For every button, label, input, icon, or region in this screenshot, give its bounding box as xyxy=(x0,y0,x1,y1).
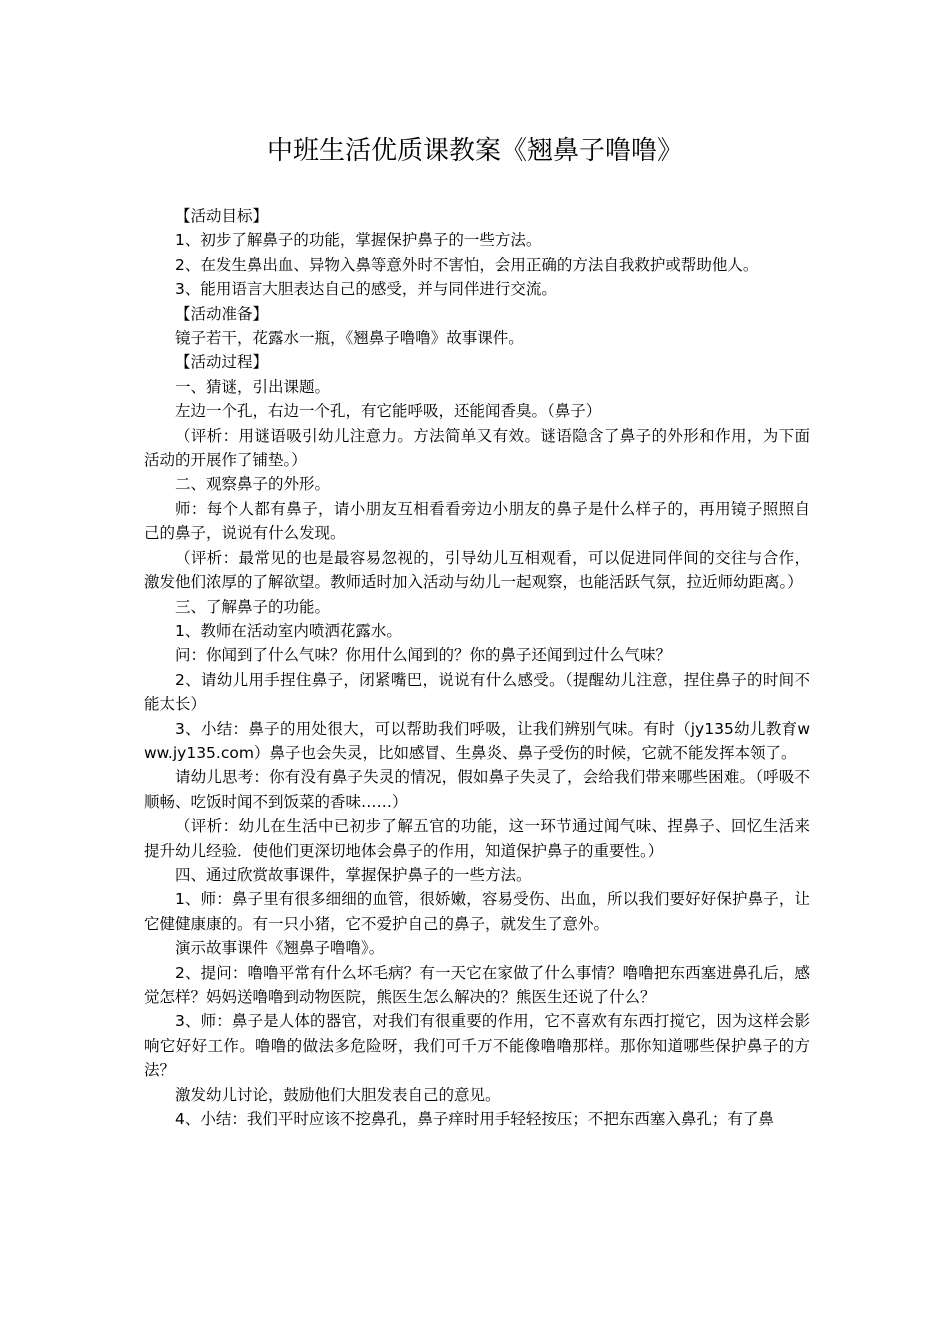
paragraph: 四、通过欣赏故事课件，掌握保护鼻子的一些方法。 xyxy=(175,865,532,884)
paragraph: 3、师：鼻子是人体的器官，对我们有很重要的作用，它不喜欢有东西打搅它，因为这样会影响它好好工作。噜噜的做法多危险呀，我们可千万不能像噜噜那样。那你知道哪些保护鼻子的方法？ xyxy=(144,1012,810,1080)
paragraph: 2、提问：噜噜平常有什么坏毛病？有一天它在家做了什么事情？噜噜把东西塞进鼻孔后，感觉怎样？妈妈送噜噜到动物医院，熊医生怎么解决的？熊医生还说了什么？ xyxy=(144,963,810,1006)
paragraph: 3、小结：鼻子的用处很大，可以帮助我们呼吸，让我们辨别气味。有时（jy135幼儿教育www.jy135.com）鼻子也会失灵，比如感冒、生鼻炎、鼻子受伤的时候，它就不能发挥本领了。 xyxy=(144,719,810,762)
paragraph: 2、请幼儿用手捏住鼻子，闭紧嘴巴，说说有什么感受。（提醒幼儿注意，捏住鼻子的时间不能太长） xyxy=(144,670,810,714)
paragraph: （评析：最常见的也是最容易忽视的，引导幼儿互相观看，可以促进同伴间的交往与合作，激发他们浓厚的了解欲望。教师适时加入活动与幼儿一起观察，也能活跃气氛，拉近师幼距离。） xyxy=(144,548,810,592)
document-title: 中班生活优质课教案《翘鼻子噜噜》 xyxy=(266,136,683,166)
paragraph: 演示故事课件《翘鼻子噜噜》。 xyxy=(175,939,385,958)
paragraph: 【活动目标】 xyxy=(175,207,269,225)
paragraph: 1、初步了解鼻子的功能，掌握保护鼻子的一些方法。 xyxy=(175,231,542,250)
paragraph: 【活动过程】 xyxy=(175,353,269,372)
paragraph: 问：你闻到了什么气味？你用什么闻到的？你的鼻子还闻到过什么气味？ xyxy=(175,646,672,665)
paragraph: （评析：幼儿在生活中已初步了解五官的功能，这一环节通过闻气味、捏鼻子、回忆生活来提升幼儿经验．使他们更深切地体会鼻子的作用，知道保护鼻子的重要性。） xyxy=(144,817,810,860)
paragraph: 一、猜谜，引出课题。 xyxy=(175,377,331,396)
paragraph: 1、师：鼻子里有很多细细的血管，很娇嫩，容易受伤、出血，所以我们要好好保护鼻子，让它健健康康的。有一只小猪，它不爱护自己的鼻子，就发生了意外。 xyxy=(144,890,810,933)
document-body xyxy=(144,204,810,1131)
paragraph: 2、在发生鼻出血、异物入鼻等意外时不害怕，会用正确的方法自我救护或帮助他人。 xyxy=(175,255,759,274)
paragraph: 【活动准备】 xyxy=(175,304,269,323)
paragraph: 1、教师在活动室内喷洒花露水。 xyxy=(175,621,402,640)
paragraph: 三、了解鼻子的功能。 xyxy=(175,597,331,616)
paragraph: 镜子若干，花露水一瓶，《翘鼻子噜噜》故事课件。 xyxy=(175,329,524,348)
paragraph: 4、小结：我们平时应该不挖鼻孔，鼻子痒时用手轻轻按压；不把东西塞入鼻孔；有了鼻 xyxy=(175,1110,774,1129)
paragraph: 3、能用语言大胆表达自己的感受，并与同伴进行交流。 xyxy=(175,280,557,299)
paragraph: 左边一个孔，右边一个孔，有它能呼吸，还能闻香臭。（鼻子） xyxy=(175,402,602,421)
paragraph: 师：每个人都有鼻子，请小朋友互相看看旁边小朋友的鼻子是什么样子的，再用镜子照照自己的鼻子，说说有什么发现。 xyxy=(144,499,810,543)
paragraph: 二、观察鼻子的外形。 xyxy=(175,475,331,494)
paragraph: 激发幼儿讨论，鼓励他们大胆发表自己的意见。 xyxy=(175,1085,501,1104)
paragraph: 请幼儿思考：你有没有鼻子失灵的情况，假如鼻子失灵了，会给我们带来哪些困难。（呼吸不顺畅、吃饭时闻不到饭菜的香味……） xyxy=(144,768,810,811)
paragraph: （评析：用谜语吸引幼儿注意力。方法简单又有效。谜语隐含了鼻子的外形和作用，为下面活动的开展作了铺垫。） xyxy=(144,426,810,470)
